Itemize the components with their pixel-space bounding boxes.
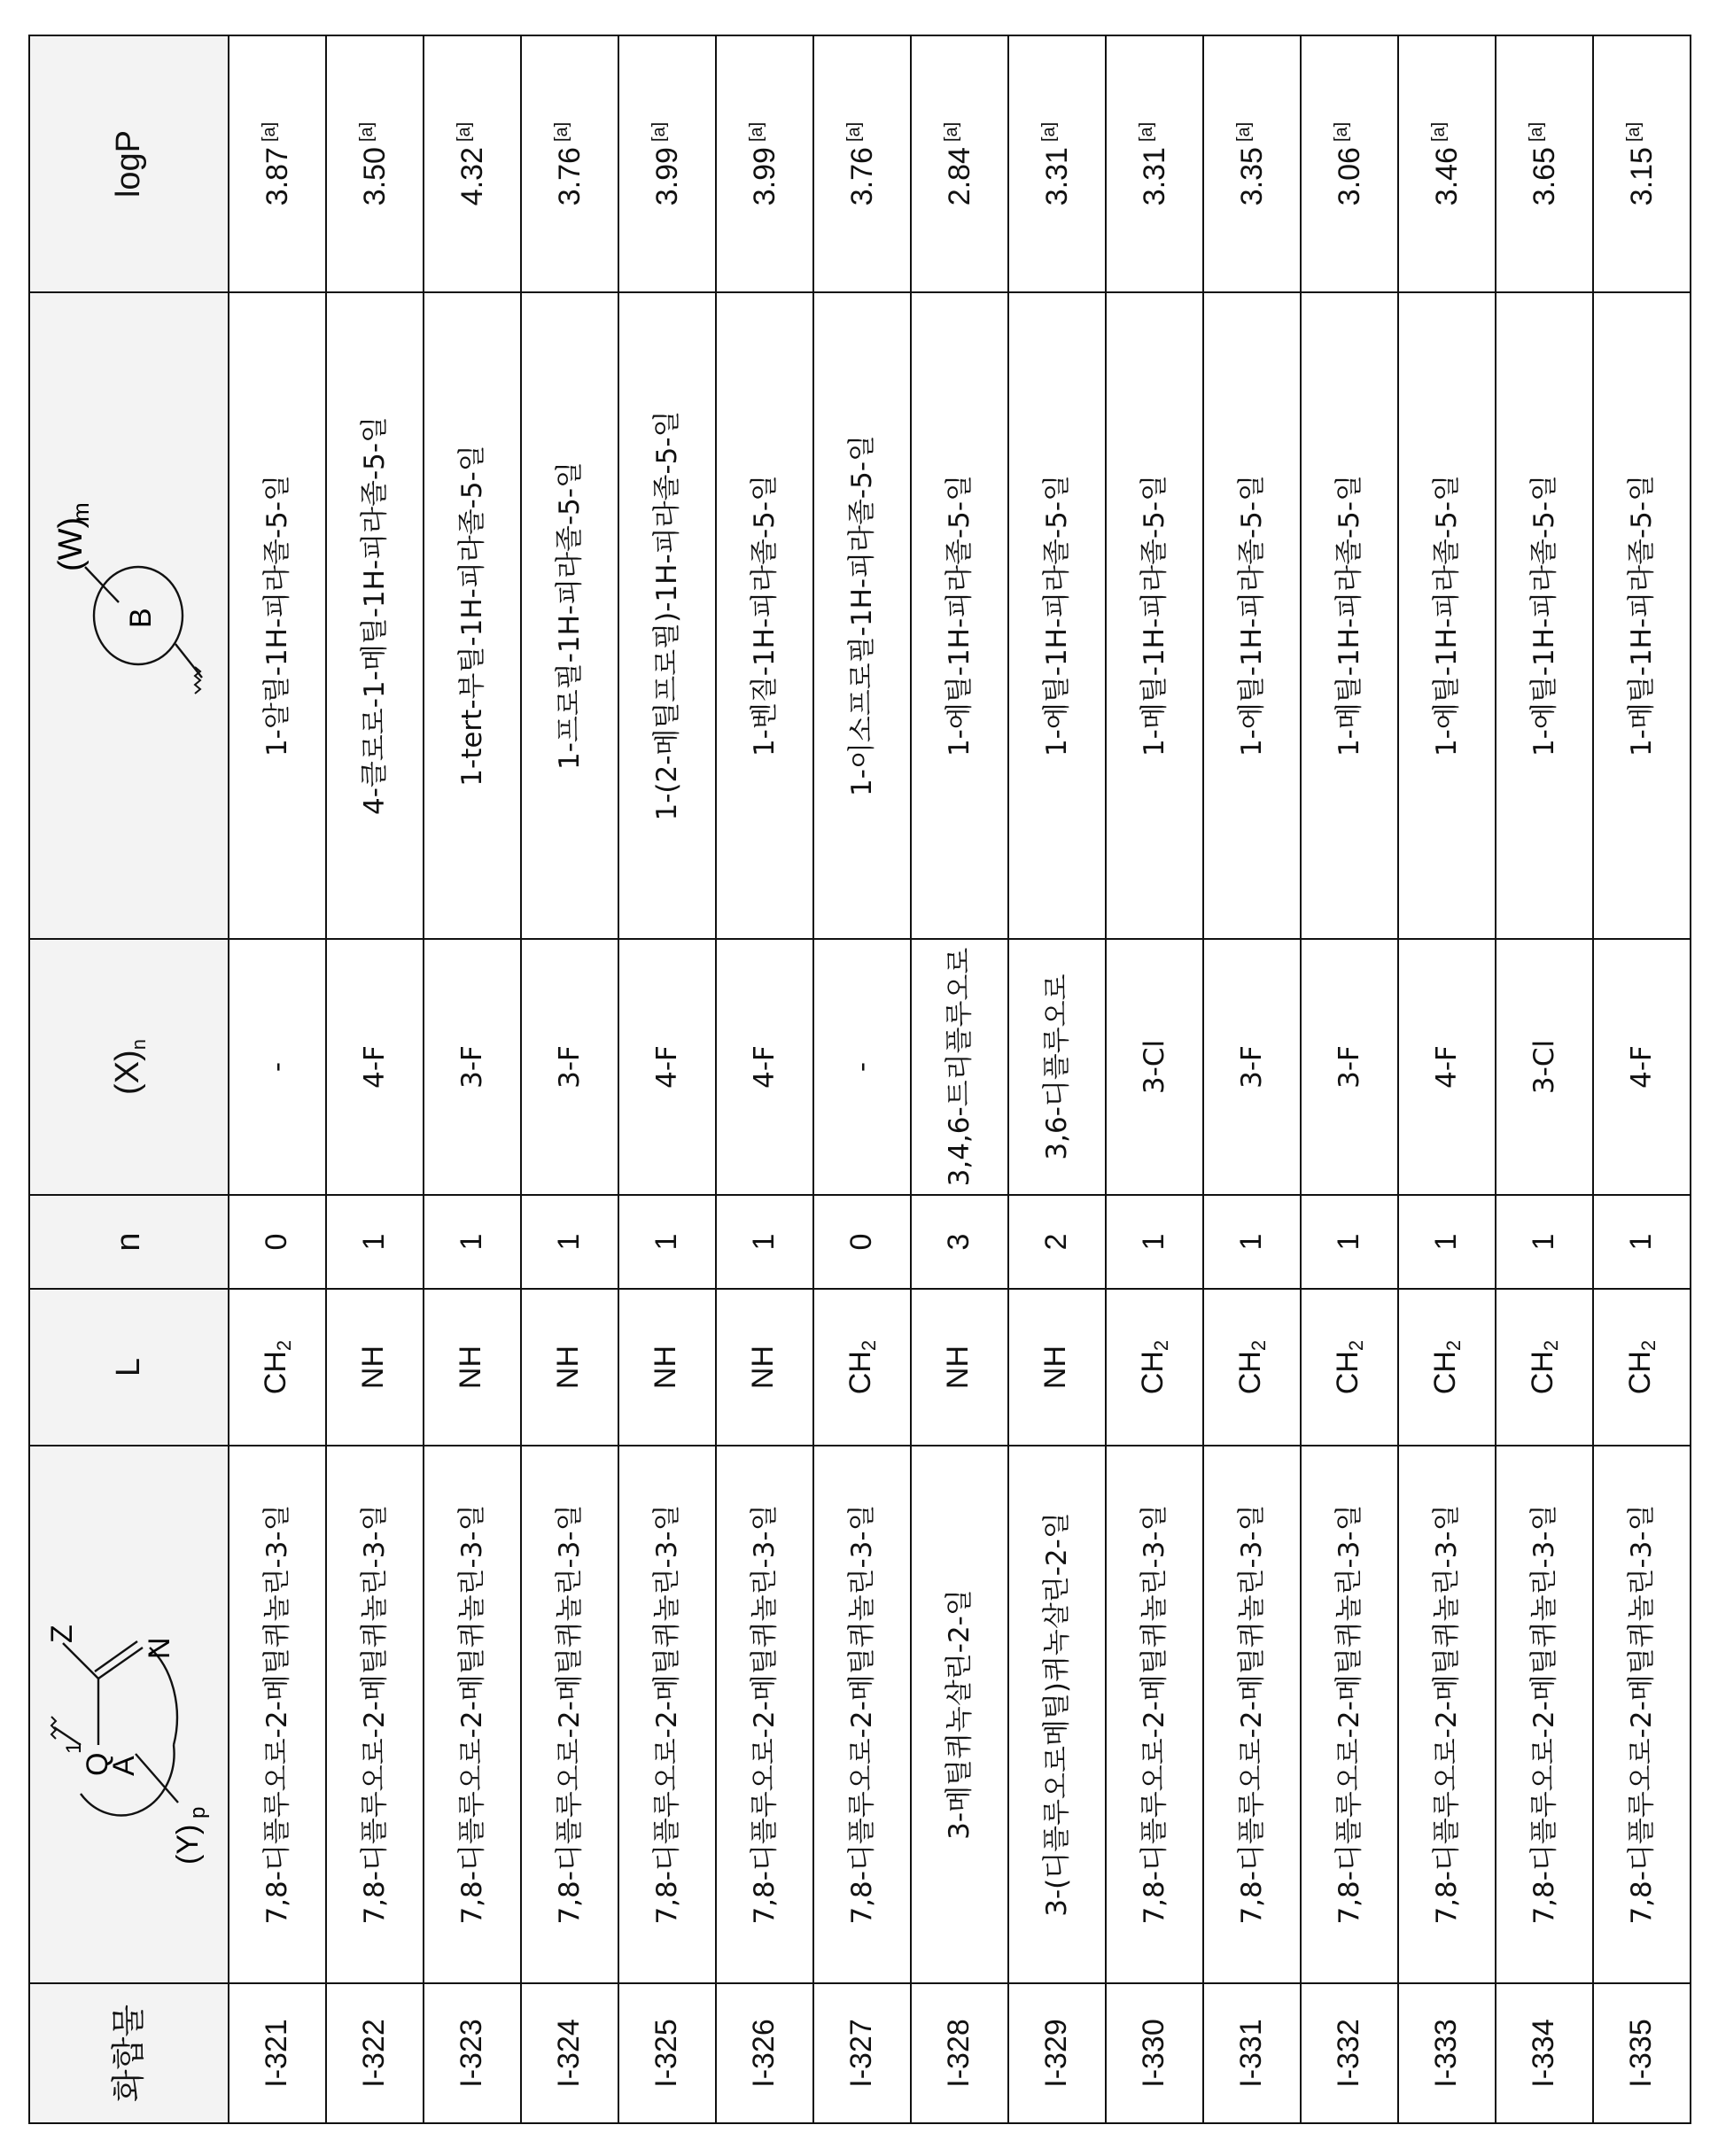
- header-x-subscript: n: [127, 1039, 150, 1051]
- table-row: [618, 35, 716, 2123]
- cell-n: [911, 1195, 1008, 1289]
- cell-n: [813, 1195, 911, 1289]
- linker-value: CH: [1136, 1351, 1170, 1395]
- header-l: [29, 1289, 229, 1446]
- cell-linker: [911, 1289, 1008, 1446]
- x-substituent: 4-F: [1626, 1045, 1659, 1089]
- n-value: 1: [357, 1233, 392, 1251]
- svg-text:p: p: [185, 1807, 210, 1819]
- y-group-name: 7,8-디플루오로-2-메틸퀴놀린-3-일: [651, 1504, 684, 1925]
- logp-value: 3.15: [1624, 147, 1659, 206]
- linker-subscript: 2: [1637, 1339, 1660, 1352]
- cell-w-group: [1398, 292, 1496, 939]
- compound-logp-table: [28, 35, 1691, 2124]
- w-group-name: 1-메틸-1H-피라졸-5-일: [1139, 474, 1171, 757]
- cell-y-group: [1106, 1446, 1203, 1983]
- cell-logp: [618, 35, 716, 292]
- x-substituent: 4-F: [749, 1045, 781, 1089]
- svg-text:m: m: [66, 502, 94, 522]
- logp-value: 3.76: [844, 147, 879, 206]
- svg-text:N: N: [142, 1637, 176, 1660]
- cell-y-group: [1008, 1446, 1106, 1983]
- cell-y-group: [1398, 1446, 1496, 1983]
- linker-subscript: 2: [858, 1339, 881, 1352]
- cell-n: [1203, 1195, 1301, 1289]
- compound-id: I-327: [844, 2019, 879, 2088]
- y-group-name: 3-(디플루오로메틸)퀴녹살린-2-일: [1041, 1512, 1074, 1917]
- logp-value: 3.65: [1527, 147, 1561, 206]
- cell-logp: [716, 35, 813, 292]
- linker-value: CH: [1526, 1351, 1560, 1395]
- cell-y-group: [1496, 1446, 1593, 1983]
- cell-y-group: [326, 1446, 424, 1983]
- cell-compound: [716, 1983, 813, 2123]
- cell-logp: [521, 35, 618, 292]
- table-row: [1593, 35, 1691, 2123]
- cell-linker: [1496, 1289, 1593, 1446]
- cell-compound: [618, 1983, 716, 2123]
- cell-logp: [424, 35, 521, 292]
- cell-n: [716, 1195, 813, 1289]
- logp-footnote: [a]: [746, 121, 766, 143]
- linker-value: CH: [259, 1351, 293, 1395]
- logp-footnote: [a]: [259, 121, 279, 143]
- cell-y-group: [521, 1446, 618, 1983]
- x-substituent: 3-Cl: [1139, 1039, 1171, 1095]
- cell-w-group: [1496, 292, 1593, 939]
- table-row: [229, 35, 326, 2123]
- n-value: 1: [1624, 1233, 1659, 1251]
- table-row: [813, 35, 911, 2123]
- cell-n: [1301, 1195, 1398, 1289]
- y-group-name: 7,8-디플루오로-2-메틸퀴놀린-3-일: [846, 1504, 879, 1925]
- logp-value: 3.31: [1137, 147, 1171, 206]
- n-value: 1: [455, 1233, 489, 1251]
- cell-n: [1496, 1195, 1593, 1289]
- x-substituent: 3-F: [554, 1045, 587, 1089]
- cell-logp: [1593, 35, 1691, 292]
- cell-n: [1593, 1195, 1691, 1289]
- compound-id: I-324: [552, 2019, 587, 2088]
- cell-linker: [424, 1289, 521, 1446]
- header-y-structure: [29, 1446, 229, 1983]
- svg-text:Q: Q: [80, 1753, 114, 1777]
- w-group-name: 1-메틸-1H-피라졸-5-일: [1626, 474, 1659, 757]
- logp-value: 3.46: [1429, 147, 1464, 206]
- cell-x: [618, 939, 716, 1195]
- cell-linker: [1203, 1289, 1301, 1446]
- n-value: 1: [1527, 1233, 1561, 1251]
- table-row: [521, 35, 618, 2123]
- cell-x: [424, 939, 521, 1195]
- cell-compound: [911, 1983, 1008, 2123]
- cell-y-group: [813, 1446, 911, 1983]
- n-value: 0: [260, 1233, 294, 1251]
- header-n-label: n: [110, 1232, 148, 1252]
- svg-text:1: 1: [61, 1742, 86, 1755]
- x-substituent: 3-F: [1333, 1045, 1366, 1089]
- x-substituent: 4-F: [359, 1045, 392, 1089]
- logp-footnote: [a]: [1233, 121, 1254, 143]
- cell-n: [229, 1195, 326, 1289]
- cell-w-group: [1301, 292, 1398, 939]
- logp-value: 4.32: [455, 147, 489, 206]
- linker-subscript: 2: [273, 1339, 296, 1352]
- cell-y-group: [229, 1446, 326, 1983]
- linker-value: NH: [649, 1345, 683, 1390]
- header-l-label: L: [110, 1357, 148, 1377]
- cell-x: [1106, 939, 1203, 1195]
- header-x: [29, 939, 229, 1195]
- cell-linker: [521, 1289, 618, 1446]
- y-group-name: 7,8-디플루오로-2-메틸퀴놀린-3-일: [1528, 1504, 1561, 1925]
- compound-id: I-325: [649, 2019, 684, 2088]
- n-value: 2: [1039, 1233, 1074, 1251]
- w-group-name: 1-이소프로필-1H-피라졸-5-일: [846, 435, 879, 796]
- cell-compound: [326, 1983, 424, 2123]
- cell-x: [326, 939, 424, 1195]
- x-substituent: 3-Cl: [1528, 1039, 1561, 1095]
- cell-linker: [1008, 1289, 1106, 1446]
- header-n: [29, 1195, 229, 1289]
- cell-x: [521, 939, 618, 1195]
- linker-value: NH: [551, 1345, 586, 1390]
- x-substituent: -: [846, 1061, 879, 1073]
- compound-id: I-332: [1332, 2019, 1366, 2088]
- linker-subscript: 2: [1442, 1339, 1465, 1352]
- x-substituent: 3,4,6-트리플루오로: [944, 947, 976, 1187]
- logp-value: 3.31: [1039, 147, 1074, 206]
- n-value: 1: [1137, 1233, 1171, 1251]
- cell-logp: [911, 35, 1008, 292]
- y-group-name: 7,8-디플루오로-2-메틸퀴놀린-3-일: [1431, 1504, 1464, 1925]
- logp-value: 3.99: [747, 147, 781, 206]
- logp-footnote: [a]: [649, 121, 669, 143]
- x-substituent: 3-F: [1236, 1045, 1269, 1089]
- cell-linker: [229, 1289, 326, 1446]
- linker-value: NH: [746, 1345, 781, 1390]
- w-group-name: 4-클로로-1-메틸-1H-피라졸-5-일: [359, 415, 392, 816]
- table-row: [1203, 35, 1301, 2123]
- cell-linker: [326, 1289, 424, 1446]
- linker-value: CH: [1623, 1351, 1658, 1395]
- cell-y-group: [716, 1446, 813, 1983]
- w-group-name: 1-에틸-1H-피라졸-5-일: [1528, 474, 1561, 757]
- cell-logp: [1496, 35, 1593, 292]
- header-logp: [29, 35, 229, 292]
- x-substituent: 4-F: [651, 1045, 684, 1089]
- compound-id: I-326: [747, 2019, 781, 2088]
- cell-logp: [813, 35, 911, 292]
- compound-id: I-330: [1137, 2019, 1171, 2088]
- cell-x: [1593, 939, 1691, 1195]
- compound-id: I-335: [1624, 2019, 1659, 2088]
- cell-w-group: [618, 292, 716, 939]
- compound-id: I-334: [1527, 2019, 1561, 2088]
- n-value: 1: [1234, 1233, 1269, 1251]
- y-group-name: 7,8-디플루오로-2-메틸퀴놀린-3-일: [1333, 1504, 1366, 1925]
- b-ring-label: B: [123, 608, 158, 628]
- compound-id: I-328: [942, 2019, 976, 2088]
- cell-compound: [1496, 1983, 1593, 2123]
- cell-linker: [1301, 1289, 1398, 1446]
- cell-w-group: [813, 292, 911, 939]
- n-value: 1: [747, 1233, 781, 1251]
- cell-logp: [1203, 35, 1301, 292]
- cell-w-group: [424, 292, 521, 939]
- cell-x: [716, 939, 813, 1195]
- cell-linker: [618, 1289, 716, 1446]
- w-group-name: 1-에틸-1H-피라졸-5-일: [1236, 474, 1269, 757]
- compound-id: I-333: [1429, 2019, 1464, 2088]
- compound-id: I-323: [455, 2019, 489, 2088]
- cell-logp: [229, 35, 326, 292]
- n-value: 1: [1332, 1233, 1366, 1251]
- cell-compound: [1593, 1983, 1691, 2123]
- cell-w-group: [229, 292, 326, 939]
- cell-y-group: [911, 1446, 1008, 1983]
- cell-w-group: [1593, 292, 1691, 939]
- linker-subscript: 2: [1540, 1339, 1563, 1352]
- logp-footnote: [a]: [1526, 121, 1546, 143]
- cell-w-group: [1106, 292, 1203, 939]
- y-group-name: 7,8-디플루오로-2-메틸퀴놀린-3-일: [1236, 1504, 1269, 1925]
- cell-x: [1301, 939, 1398, 1195]
- logp-value: 3.99: [649, 147, 684, 206]
- y-group-name: 7,8-디플루오로-2-메틸퀴놀린-3-일: [554, 1504, 587, 1925]
- linker-subscript: 2: [1150, 1339, 1173, 1352]
- w-group-name: 1-프로필-1H-피라졸-5-일: [554, 461, 587, 771]
- linker-value: NH: [941, 1345, 976, 1390]
- cell-y-group: [1301, 1446, 1398, 1983]
- header-compound: [29, 1983, 229, 2123]
- table-row: [326, 35, 424, 2123]
- header-logp-label: logP: [110, 129, 148, 198]
- x-substituent: 4-F: [1431, 1045, 1464, 1089]
- w-group-name: 1-에틸-1H-피라졸-5-일: [944, 474, 976, 757]
- cell-compound: [813, 1983, 911, 2123]
- cell-linker: [1398, 1289, 1496, 1446]
- cell-compound: [229, 1983, 326, 2123]
- cell-logp: [1008, 35, 1106, 292]
- logp-value: 3.50: [357, 147, 392, 206]
- logp-footnote: [a]: [1623, 121, 1644, 143]
- y-group-name: 7,8-디플루오로-2-메틸퀴놀린-3-일: [1139, 1504, 1171, 1925]
- x-substituent: 3,6-디플루오로: [1041, 973, 1074, 1160]
- x-substituent: 3-F: [456, 1045, 489, 1089]
- n-value: 1: [1429, 1233, 1464, 1251]
- table-row: [1398, 35, 1496, 2123]
- cell-linker: [813, 1289, 911, 1446]
- linker-value: CH: [1331, 1351, 1365, 1395]
- cell-linker: [1593, 1289, 1691, 1446]
- n-value: 1: [552, 1233, 587, 1251]
- cell-n: [1398, 1195, 1496, 1289]
- cell-w-group: [326, 292, 424, 939]
- cell-x: [1203, 939, 1301, 1195]
- y-group-name: 7,8-디플루오로-2-메틸퀴놀린-3-일: [749, 1504, 781, 1925]
- cell-n: [618, 1195, 716, 1289]
- logp-value: 3.87: [260, 147, 294, 206]
- cell-logp: [1301, 35, 1398, 292]
- cell-n: [424, 1195, 521, 1289]
- table-row: [1301, 35, 1398, 2123]
- pyrazole-ring-structure-icon: [41, 483, 218, 748]
- cell-compound: [1301, 1983, 1398, 2123]
- cell-w-group: [716, 292, 813, 939]
- cell-linker: [1106, 1289, 1203, 1446]
- linker-subscript: 2: [1248, 1339, 1271, 1352]
- linker-value: NH: [454, 1345, 488, 1390]
- cell-x: [1496, 939, 1593, 1195]
- logp-footnote: [a]: [454, 121, 474, 143]
- header-w-structure: [29, 292, 229, 939]
- linker-value: NH: [1038, 1345, 1073, 1390]
- n-value: 1: [649, 1233, 684, 1251]
- quinoline-ring-structure-icon: [45, 1529, 214, 1901]
- w-group-name: 1-메틸-1H-피라졸-5-일: [1333, 474, 1366, 757]
- cell-compound: [1203, 1983, 1301, 2123]
- compound-id: I-331: [1234, 2019, 1269, 2088]
- cell-x: [1008, 939, 1106, 1195]
- logp-footnote: [a]: [1331, 121, 1351, 143]
- svg-text:Z: Z: [44, 1625, 79, 1644]
- w-group-name: 1-알릴-1H-피라졸-5-일: [261, 474, 294, 757]
- cell-y-group: [1593, 1446, 1691, 1983]
- logp-footnote: [a]: [843, 121, 864, 143]
- logp-value: 3.35: [1234, 147, 1269, 206]
- cell-y-group: [1203, 1446, 1301, 1983]
- table-row: [911, 35, 1008, 2123]
- y-group-label: (Y): [170, 1825, 205, 1865]
- cell-w-group: [1008, 292, 1106, 939]
- cell-compound: [1398, 1983, 1496, 2123]
- logp-footnote: [a]: [1428, 121, 1449, 143]
- y-group-name: 7,8-디플루오로-2-메틸퀴놀린-3-일: [456, 1504, 489, 1925]
- cell-logp: [1398, 35, 1496, 292]
- linker-value: CH: [1233, 1351, 1268, 1395]
- cell-logp: [326, 35, 424, 292]
- cell-w-group: [521, 292, 618, 939]
- cell-n: [326, 1195, 424, 1289]
- table-row: [716, 35, 813, 2123]
- table-row: [1008, 35, 1106, 2123]
- logp-footnote: [a]: [551, 121, 571, 143]
- cell-n: [1106, 1195, 1203, 1289]
- cell-y-group: [424, 1446, 521, 1983]
- cell-linker: [716, 1289, 813, 1446]
- cell-compound: [424, 1983, 521, 2123]
- header-x-label: (X): [108, 1050, 146, 1095]
- cell-n: [521, 1195, 618, 1289]
- svg-text:(W): (W): [51, 516, 89, 571]
- n-value: 3: [942, 1233, 976, 1251]
- y-group-name: 7,8-디플루오로-2-메틸퀴놀린-3-일: [359, 1504, 392, 1925]
- cell-compound: [521, 1983, 618, 2123]
- w-group-name: 1-벤질-1H-피라졸-5-일: [749, 474, 781, 757]
- cell-x: [1398, 939, 1496, 1195]
- linker-value: CH: [843, 1351, 878, 1395]
- svg-text:A: A: [106, 1756, 141, 1777]
- w-group-name: 1-에틸-1H-피라졸-5-일: [1431, 474, 1464, 757]
- linker-value: NH: [356, 1345, 391, 1390]
- cell-compound: [1008, 1983, 1106, 2123]
- header-compound-label: 화합물: [109, 2004, 149, 2103]
- y-group-name: 7,8-디플루오로-2-메틸퀴놀린-3-일: [261, 1504, 294, 1925]
- y-group-name: 3-메틸퀴녹살린-2-일: [944, 1589, 976, 1840]
- linker-value: CH: [1428, 1351, 1463, 1395]
- cell-logp: [1106, 35, 1203, 292]
- logp-value: 3.06: [1332, 147, 1366, 206]
- cell-x: [813, 939, 911, 1195]
- cell-w-group: [1203, 292, 1301, 939]
- compound-id: I-322: [357, 2019, 392, 2088]
- rotated-table-container: [28, 36, 1690, 2124]
- cell-w-group: [911, 292, 1008, 939]
- y-group-name: 7,8-디플루오로-2-메틸퀴놀린-3-일: [1626, 1504, 1659, 1925]
- w-group-name: 1-에틸-1H-피라졸-5-일: [1041, 474, 1074, 757]
- cell-compound: [1106, 1983, 1203, 2123]
- logp-footnote: [a]: [1136, 121, 1156, 143]
- n-value: 0: [844, 1233, 879, 1251]
- compound-id: I-329: [1039, 2019, 1074, 2088]
- table-row: [1496, 35, 1593, 2123]
- linker-subscript: 2: [1345, 1339, 1368, 1352]
- w-group-name: 1-(2-메틸프로필)-1H-피라졸-5-일: [651, 410, 684, 821]
- cell-y-group: [618, 1446, 716, 1983]
- cell-n: [1008, 1195, 1106, 1289]
- logp-footnote: [a]: [1038, 121, 1059, 143]
- table-row: [1106, 35, 1203, 2123]
- logp-value: 3.76: [552, 147, 587, 206]
- cell-x: [911, 939, 1008, 1195]
- logp-footnote: [a]: [356, 121, 377, 143]
- logp-footnote: [a]: [941, 121, 961, 143]
- table-row: [424, 35, 521, 2123]
- cell-x: [229, 939, 326, 1195]
- w-group-name: 1-tert-부틸-1H-피라졸-5-일: [456, 445, 489, 787]
- table-body: [229, 35, 1691, 2123]
- logp-value: 2.84: [942, 147, 976, 206]
- x-substituent: -: [261, 1061, 294, 1073]
- header-row: [29, 35, 229, 2123]
- compound-id: I-321: [260, 2019, 294, 2088]
